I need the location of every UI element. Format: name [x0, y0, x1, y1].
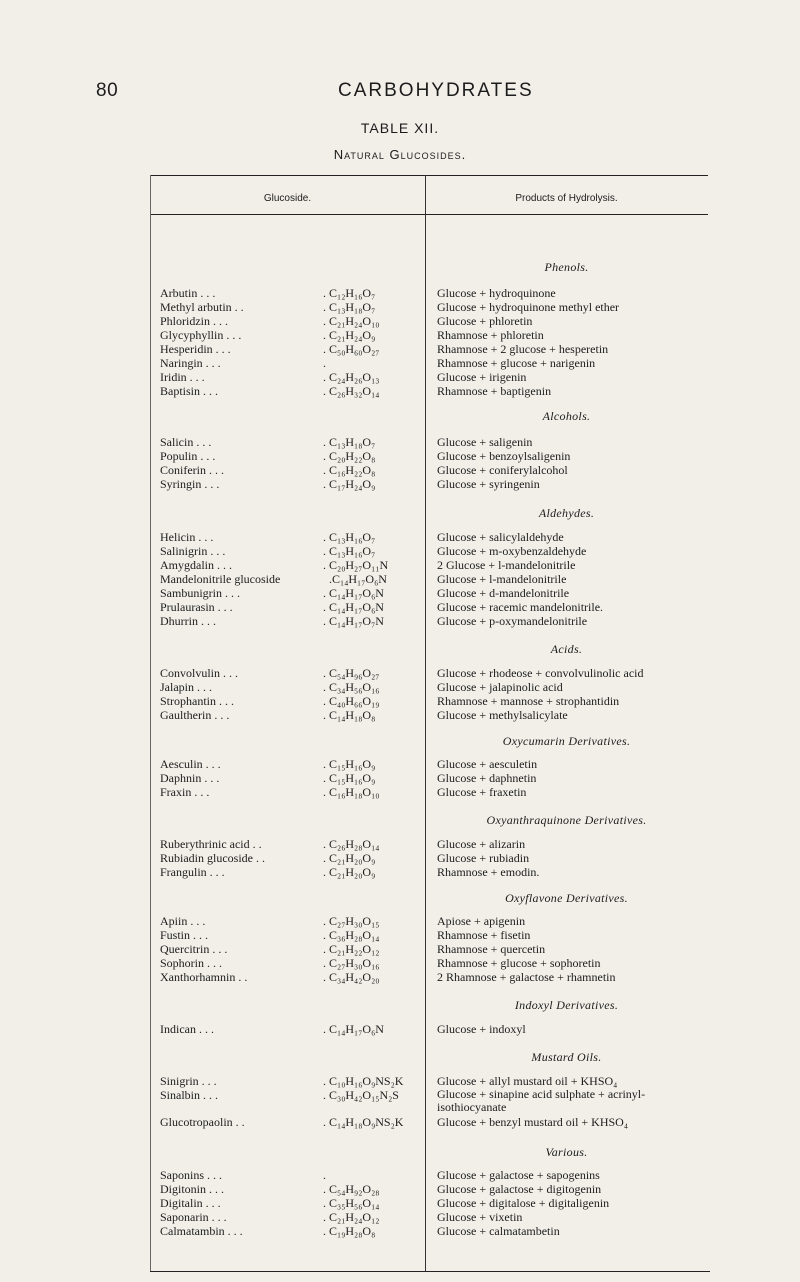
hydrolysis-products: Glucose + salicylaldehyde — [437, 530, 564, 544]
hydrolysis-products: Rhamnose + glucose + sophoretin — [437, 956, 601, 970]
table-row — [0, 558, 800, 572]
hydrolysis-products: Glucose + galactose + digitogenin — [437, 1182, 602, 1196]
chemical-formula: . C₁₄H₁₇O₇N — [323, 614, 384, 628]
group-heading: Aldehydes. — [538, 506, 595, 520]
group-heading: Indoxyl Derivatives. — [514, 998, 619, 1012]
glucoside-name: Sambunigrin . . . — [160, 586, 240, 600]
chemical-formula: . C₃₆H₂₈O₁₄ — [323, 928, 379, 942]
glucoside-name: Coniferin . . . — [160, 463, 224, 477]
table-row — [0, 837, 800, 851]
chemical-formula: . C₅₀H₆₀O₂₇ — [323, 342, 379, 356]
glucoside-name: Syringin . . . — [160, 477, 220, 491]
chemical-formula: . C₂₇H₃₀O₁₆ — [323, 956, 379, 970]
table-top-rule — [150, 175, 708, 176]
glucoside-name: Salicin . . . — [160, 435, 212, 449]
hydrolysis-products: Glucose + p-oxymandelonitrile — [437, 614, 588, 628]
table-subtitle: Natural Glucosides. — [333, 147, 467, 162]
page-header — [0, 80, 800, 110]
table-row — [0, 435, 800, 449]
chemical-formula: . C₁₄H₁₇O₆N — [323, 600, 384, 614]
table-bottom-rule — [150, 1271, 710, 1272]
glucoside-name: Phloridzin . . . — [160, 314, 228, 328]
hydrolysis-products: Glucose + benzoylsaligenin — [437, 449, 571, 463]
hydrolysis-products: Glucose + indoxyl — [437, 1022, 526, 1036]
glucoside-name: Digitalin . . . — [160, 1196, 221, 1210]
hydrolysis-products: Glucose + rubiadin — [437, 851, 530, 865]
hydrolysis-products: 2 Rhamnose + galactose + rhamnetin — [437, 970, 616, 984]
hydrolysis-products: Glucose + coniferylalcohol — [437, 463, 568, 477]
hydrolysis-products: Rhamnose + mannose + strophantidin — [437, 694, 620, 708]
chemical-formula: . C₁₆H₂₂O₈ — [323, 463, 375, 477]
chemical-formula: . C₁₄H₁₇O₆N — [329, 572, 387, 586]
chemical-formula: . C₁₄H₁₇O₆N — [323, 586, 384, 600]
glucoside-name: Mandelonitrile glucoside — [160, 572, 281, 586]
glucoside-name: Fustin . . . — [160, 928, 209, 942]
table-row — [0, 970, 800, 984]
glucoside-name: Iridin . . . — [160, 370, 205, 384]
table-row — [0, 1115, 800, 1129]
hydrolysis-products: Rhamnose + 2 glucose + hesperetin — [437, 342, 609, 356]
glucoside-name: Xanthorhamnin . . — [160, 970, 248, 984]
table-row — [0, 851, 800, 865]
table-row — [0, 680, 800, 694]
hydrolysis-products: Glucose + galactose + sapogenins — [437, 1168, 600, 1182]
glucoside-name: Digitonin . . . — [160, 1182, 225, 1196]
glucoside-name: Frangulin . . . — [160, 865, 225, 879]
group-heading: Acids. — [550, 642, 583, 656]
chemical-formula: . C₂₇H₃₀O₁₅ — [323, 914, 379, 928]
group-heading: Mustard Oils. — [531, 1050, 602, 1064]
chemical-formula: . C₁₉H₂₈O₈ — [323, 1224, 375, 1238]
chemical-formula: . C₁₄H₁₈O₈ — [323, 708, 375, 722]
table-row — [0, 614, 800, 628]
table-row — [0, 694, 800, 708]
hydrolysis-products: Glucose + sinapine acid sulphate + acrinyl-isothiocyanate — [437, 1087, 646, 1114]
hydrolysis-products: Glucose + fraxetin — [437, 785, 527, 799]
chemical-formula: . C₃₅H₅₆O₁₄ — [323, 1196, 379, 1210]
table-title: TABLE XII. — [360, 120, 440, 136]
hydrolysis-products: Glucose + daphnetin — [437, 771, 537, 785]
table-row — [0, 708, 800, 722]
table-row — [0, 300, 800, 314]
table-row — [0, 1210, 800, 1224]
glucoside-name: Glycyphyllin . . . — [160, 328, 242, 342]
hydrolysis-products: Glucose + jalapinolic acid — [437, 680, 563, 694]
hydrolysis-products: Glucose + digitalose + digitaligenin — [437, 1196, 610, 1210]
table-row — [0, 785, 800, 799]
column-header-products: Products of Hydrolysis. — [515, 193, 618, 204]
glucoside-name: Saponins . . . — [160, 1168, 223, 1182]
table-row — [0, 572, 800, 586]
hydrolysis-products: Rhamnose + baptigenin — [437, 384, 552, 398]
table-row — [0, 342, 800, 356]
hydrolysis-products: Glucose + syringenin — [437, 477, 540, 491]
glucoside-name: Hesperidin . . . — [160, 342, 231, 356]
chemical-formula: . C₃₄H₄₂O₂₀ — [323, 970, 379, 984]
chemical-formula: . C₁₅H₁₆O₉ — [323, 771, 375, 785]
table-row — [0, 356, 800, 370]
glucoside-name: Sinalbin . . . — [160, 1088, 219, 1102]
running-title: CARBOHYDRATES — [338, 80, 534, 101]
table-row — [0, 530, 800, 544]
hydrolysis-products: Glucose + rhodeose + convolvulinolic acid — [437, 666, 644, 680]
chemical-formula: . C₂₁H₂₀O₉ — [323, 851, 375, 865]
chemical-formula: . C₅₄H₉₂O₂₈ — [323, 1182, 379, 1196]
chemical-formula: . C₃₀H₄₂O₁₅N₂S — [323, 1088, 399, 1102]
table-row — [0, 370, 800, 384]
hydrolysis-products: Glucose + allyl mustard oil + KHSO₄ — [437, 1074, 618, 1088]
glucoside-name: Aesculin . . . — [160, 757, 221, 771]
glucoside-name: Arbutin . . . — [160, 286, 216, 300]
table-row — [0, 1074, 800, 1088]
glucoside-name: Apiin . . . — [160, 914, 206, 928]
group-heading: Phenols. — [544, 260, 589, 274]
table-row — [0, 1087, 800, 1114]
group-heading: Oxyanthraquinone Derivatives. — [486, 813, 647, 827]
chemical-formula: . C₁₃H₁₆O₇ — [323, 544, 375, 558]
table-row — [0, 463, 800, 477]
chemical-formula: . C₂₁H₂₄O₉ — [323, 328, 375, 342]
glucoside-name: Dhurrin . . . — [160, 614, 216, 628]
chemical-formula: . C₂₆H₃₂O₁₄ — [323, 384, 379, 398]
hydrolysis-products: Glucose + vixetin — [437, 1210, 523, 1224]
chemical-formula: . C₂₀H₂₂O₈ — [323, 449, 375, 463]
chemical-formula: . C₅₄H₉₆O₂₇ — [323, 666, 379, 680]
glucoside-name: Naringin . . . — [160, 356, 221, 370]
chemical-formula: . C₂₁H₂₀O₉ — [323, 865, 375, 879]
table-row — [0, 1196, 800, 1210]
table-header-rule — [150, 214, 708, 215]
group-heading: Oxycumarin Derivatives. — [502, 734, 631, 748]
hydrolysis-products: Glucose + m-oxybenzaldehyde — [437, 544, 587, 558]
table-row — [0, 544, 800, 558]
chemical-formula: . C₃₄H₅₆O₁₆ — [323, 680, 379, 694]
glucoside-name: Baptisin . . . — [160, 384, 219, 398]
chemical-formula — [323, 1168, 326, 1182]
table-row — [0, 286, 800, 300]
table-row — [0, 956, 800, 970]
hydrolysis-products: Rhamnose + fisetin — [437, 928, 531, 942]
table-row — [0, 666, 800, 680]
table-row — [0, 865, 800, 879]
hydrolysis-products: Rhamnose + phloretin — [437, 328, 544, 342]
chemical-formula: . C₁₇H₂₄O₉ — [323, 477, 375, 491]
hydrolysis-products: Glucose + hydroquinone methyl ether — [437, 300, 620, 314]
glucoside-name: Saponarin . . . — [160, 1210, 227, 1224]
hydrolysis-products: Glucose + calmatambetin — [437, 1224, 560, 1238]
hydrolysis-products: 2 Glucose + l-mandelonitrile — [437, 558, 576, 572]
hydrolysis-products: Rhamnose + glucose + narigenin — [437, 356, 596, 370]
group-heading: Alcohols. — [542, 409, 591, 423]
glucoside-name: Sinigrin . . . — [160, 1074, 217, 1088]
chemical-formula: . C₂₁H₂₄O₁₂ — [323, 1210, 379, 1224]
table-row — [0, 586, 800, 600]
chemical-formula — [323, 356, 326, 370]
glucoside-name: Indican . . . — [160, 1022, 214, 1036]
glucoside-name: Sophorin . . . — [160, 956, 223, 970]
chemical-formula: . C₁₄H₁₈O₉NS₂K — [323, 1115, 403, 1129]
chemical-formula: . C₂₁H₂₂O₁₂ — [323, 942, 379, 956]
chemical-formula: . C₁₂H₁₆O₇ — [323, 286, 375, 300]
table-row — [0, 942, 800, 956]
table-row — [0, 1182, 800, 1196]
hydrolysis-products: Rhamnose + quercetin — [437, 942, 546, 956]
hydrolysis-products: Glucose + aesculetin — [437, 757, 538, 771]
table-row — [0, 914, 800, 928]
group-heading: Various. — [545, 1145, 588, 1159]
glucoside-name: Quercitrin . . . — [160, 942, 228, 956]
hydrolysis-products: Glucose + irigenin — [437, 370, 527, 384]
hydrolysis-products: Glucose + alizarin — [437, 837, 526, 851]
chemical-formula: . C₂₁H₂₄O₁₀ — [323, 314, 379, 328]
glucoside-name: Amygdalin . . . — [160, 558, 232, 572]
glucoside-name: Gaultherin . . . — [160, 708, 230, 722]
column-header-glucoside: Glucoside. — [263, 193, 312, 204]
chemical-formula: . C₂₀H₂₇O₁₁N — [323, 558, 388, 572]
glucoside-name: Fraxin . . . — [160, 785, 210, 799]
chemical-formula: . C₁₃H₁₈O₇ — [323, 300, 375, 314]
glucoside-name: Populin . . . — [160, 449, 216, 463]
hydrolysis-products: Glucose + d-mandelonitrile — [437, 586, 570, 600]
hydrolysis-products: Glucose + methylsalicylate — [437, 708, 568, 722]
group-heading: Oxyflavone Derivatives. — [505, 891, 628, 905]
table-row — [0, 928, 800, 942]
hydrolysis-products: Glucose + saligenin — [437, 435, 533, 449]
glucoside-name: Jalapin . . . — [160, 680, 212, 694]
table-row — [0, 328, 800, 342]
table-row — [0, 314, 800, 328]
chemical-formula: . C₁₆H₁₈O₁₀ — [323, 785, 379, 799]
hydrolysis-products: Glucose + benzyl mustard oil + KHSO₄ — [437, 1115, 629, 1129]
glucoside-name: Ruberythrinic acid . . — [160, 837, 262, 851]
table-row — [0, 477, 800, 491]
glucoside-name: Rubiadin glucoside . . — [160, 851, 265, 865]
glucoside-name: Prulaurasin . . . — [160, 600, 233, 614]
glucoside-name: Daphnin . . . — [160, 771, 220, 785]
glucoside-name: Calmatambin . . . — [160, 1224, 243, 1238]
table-row — [0, 600, 800, 614]
glucoside-name: Glucotropaolin . . — [160, 1115, 245, 1129]
chemical-formula: . C₂₄H₂₆O₁₃ — [323, 370, 379, 384]
chemical-formula: . C₂₆H₂₈O₁₄ — [323, 837, 379, 851]
glucoside-name: Convolvulin . . . — [160, 666, 239, 680]
glucoside-name: Methyl arbutin . . — [160, 300, 244, 314]
glucoside-name: Helicin . . . — [160, 530, 214, 544]
chemical-formula: . C₁₃H₁₈O₇ — [323, 435, 375, 449]
hydrolysis-products: Rhamnose + emodin. — [437, 865, 540, 879]
table-row — [0, 1168, 800, 1182]
table-row — [0, 384, 800, 398]
chemical-formula: . C₁₃H₁₆O₇ — [323, 530, 375, 544]
hydrolysis-products: Glucose + racemic mandelonitrile. — [437, 600, 604, 614]
table-row — [0, 1224, 800, 1238]
table-row — [0, 1022, 800, 1036]
chemical-formula: . C₁₄H₁₇O₆N — [323, 1022, 384, 1036]
hydrolysis-products: Glucose + hydroquinone — [437, 286, 556, 300]
table-row — [0, 757, 800, 771]
chemical-formula: . C₁₅H₁₆O₉ — [323, 757, 375, 771]
page-number: 80 — [96, 80, 119, 101]
glucoside-name: Salinigrin . . . — [160, 544, 226, 558]
table-row — [0, 449, 800, 463]
chemical-formula: . C₄₀H₆₆O₁₉ — [323, 694, 379, 708]
chemical-formula: . C₁₀H₁₆O₉NS₂K — [323, 1074, 403, 1088]
glucoside-name: Strophantin . . . — [160, 694, 234, 708]
table-row — [0, 771, 800, 785]
hydrolysis-products: Apiose + apigenin — [437, 914, 526, 928]
hydrolysis-products: Glucose + l-mandelonitrile — [437, 572, 567, 586]
hydrolysis-products: Glucose + phloretin — [437, 314, 533, 328]
